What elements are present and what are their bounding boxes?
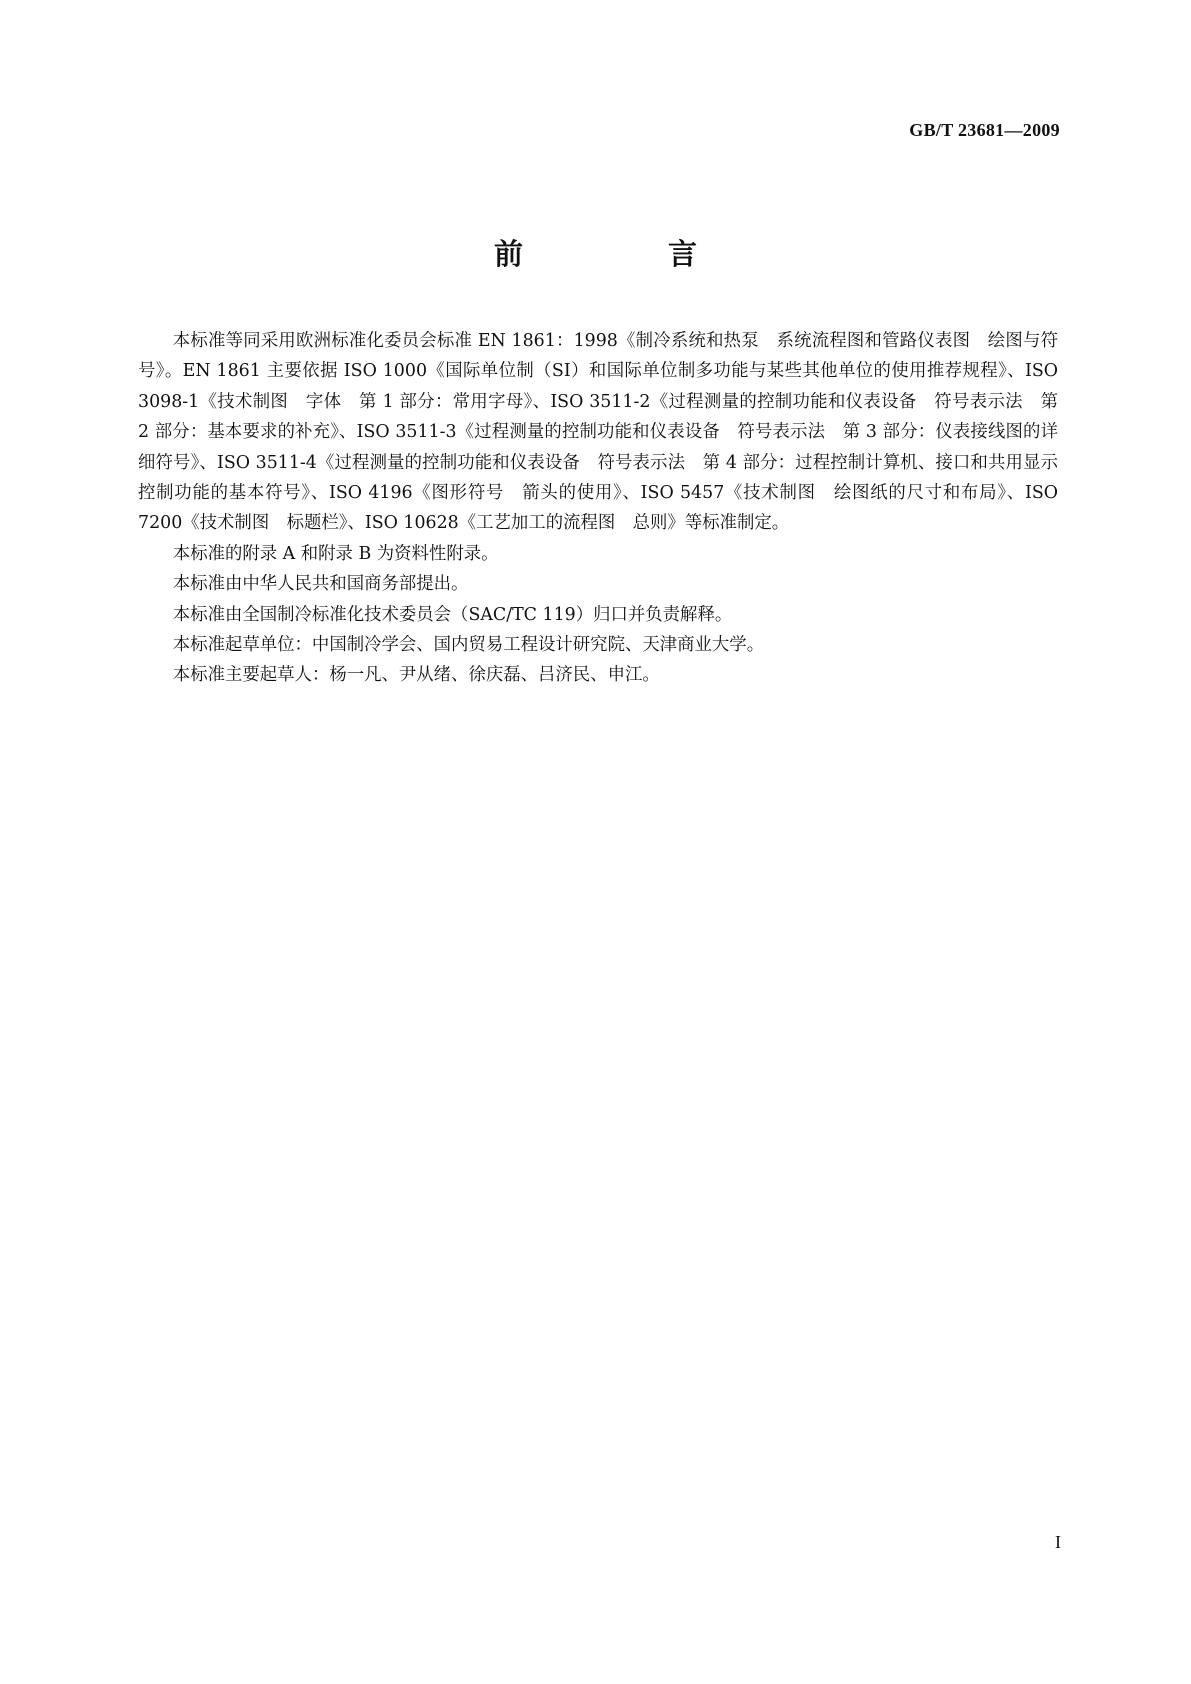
paragraph-proposer: 本标准由中华人民共和国商务部提出。 [172,574,469,595]
paragraph-annexes: 本标准的附录 A 和附录 B 为资料性附录。 [172,543,499,564]
page-title: 前 言 [493,237,755,271]
paragraph-drafters: 本标准主要起草人：杨一凡、尹从绪、徐庆磊、吕济民、申江。 [172,665,660,686]
page-number: I [1055,1532,1061,1552]
paragraph-adoption: 本标准等同采用欧洲标准化委员会标准 EN 1861：1998《制冷系统和热泵 系统流程图和管路仪表图 绘图与符号》。EN 1861 主要依据 ISO 1000《国际单位制（SI）和国际单位制多功能与某些其他单位的使用推荐规程》、ISO 3098-1《技术制图 字体 第 1 部分：常用字母》、ISO 3511-2《过程测量的控制功能和仪表设备 符号表示法 第 2 部分：基本要求的补充》、ISO 3511-3《过程测量的控制功能和仪表设备 符号表示法 第 3 部分：仪表接线图的详细符号》、ISO 3511-4《过程测量的控制功能和仪表设备 符号表示法 第 4 部分：过程控制计算机、接口和共用显示控制功能的基本符号》、ISO 4196《图形符号 箭头的使用》、ISO 5457《技术制图 绘图纸的尺寸和布局》、ISO 7200《技术制图 标题栏》、ISO 10628《工艺加工的流程图 总则》等标准制定。 [138,331,1058,534]
document-body [138,326,1058,691]
paragraph-drafting-units: 本标准起草单位：中国制冷学会、国内贸易工程设计研究院、天津商业大学。 [172,635,765,656]
paragraph-administrator: 本标准由全国制冷标准化技术委员会（SAC/TC 119）归口并负责解释。 [172,604,733,625]
standard-number: GB/T 23681—2009 [909,120,1060,140]
